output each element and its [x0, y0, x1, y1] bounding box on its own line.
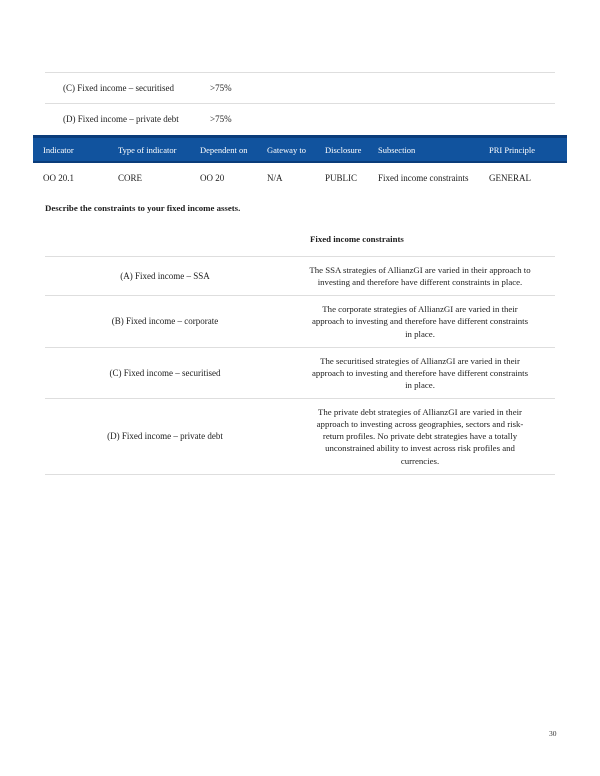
cell-pri-principle: GENERAL — [489, 173, 531, 183]
page-number: 30 — [549, 729, 557, 738]
table-row — [45, 256, 555, 295]
row-description: The SSA strategies of AllianzGI are varied in their approach to investing and therefore have different constraints in place. — [309, 265, 531, 288]
cell-indicator: OO 20.1 — [43, 173, 74, 183]
header-type-of-indicator: Type of indicator — [118, 144, 177, 155]
row-description: The private debt strategies of AllianzGI are varied in their approach to investing across geographies, sectors and risk-return profiles. No private debt strategies have a totally unconstrained ability to invest across risk profiles and currencies. — [316, 407, 524, 466]
table-row — [45, 295, 555, 346]
header-disclosure: Disclosure — [325, 144, 362, 155]
cell-gateway-to: N/A — [267, 173, 283, 183]
table-row — [45, 347, 555, 398]
constraints-table — [45, 228, 555, 475]
cell-disclosure: PUBLIC — [325, 173, 358, 183]
row-description: The securitised strategies of AllianzGI are varied in their approach to investing and therefore have different constraints in place. — [311, 355, 528, 390]
question-text: Describe the constraints to your fixed income assets. — [45, 203, 241, 213]
row-description: The corporate strategies of AllianzGI are varied in their approach to investing and therefore have different constraints in place. — [311, 304, 528, 339]
indicator-table-header — [33, 135, 567, 163]
asset-percentage-table — [45, 72, 555, 134]
header-subsection: Subsection — [378, 144, 416, 155]
row-value: >75% — [210, 83, 232, 93]
table-row — [45, 398, 555, 475]
header-dependent-on: Dependent on — [200, 144, 248, 155]
row-label: (D) Fixed income – private debt — [63, 114, 179, 124]
row-label: (C) Fixed income – securitised — [109, 367, 221, 378]
row-label: (B) Fixed income – corporate — [111, 316, 219, 327]
row-label: (A) Fixed income – SSA — [120, 271, 210, 282]
cell-subsection: Fixed income constraints — [378, 173, 469, 183]
table-row — [45, 103, 555, 134]
indicator-table-row — [33, 163, 567, 193]
cell-type-of-indicator: CORE — [118, 173, 143, 183]
row-label: (D) Fixed income – private debt — [107, 431, 223, 442]
constraints-table-title: Fixed income constraints — [310, 234, 404, 244]
header-gateway-to: Gateway to — [267, 144, 306, 155]
indicator-table — [33, 135, 567, 193]
row-label: (C) Fixed income – securitised — [63, 83, 174, 93]
table-row — [45, 72, 555, 103]
header-indicator: Indicator — [43, 144, 74, 155]
row-value: >75% — [210, 114, 232, 124]
header-pri-principle: PRI Principle — [489, 144, 536, 155]
cell-dependent-on: OO 20 — [200, 173, 225, 183]
